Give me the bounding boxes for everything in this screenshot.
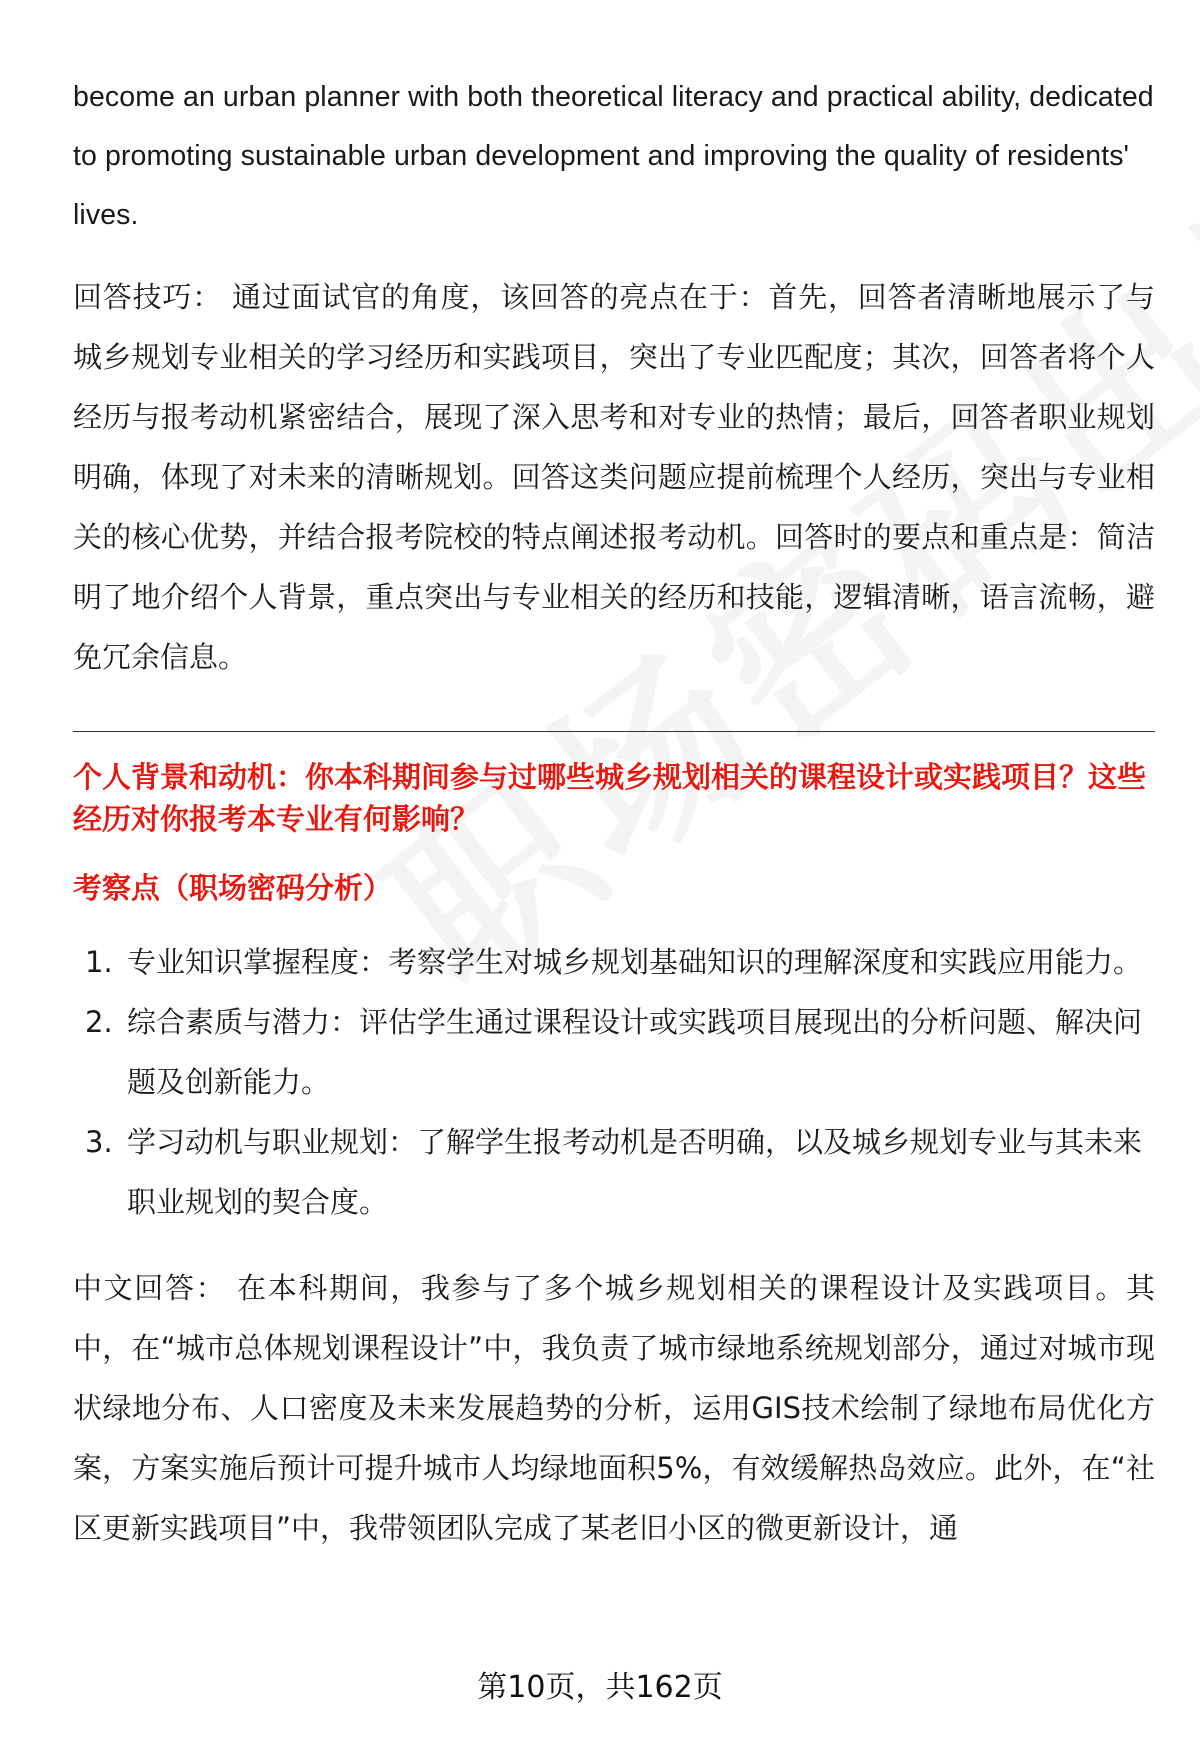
list-item-number: 2.: [85, 1005, 113, 1039]
section-divider: [73, 731, 1155, 732]
list-item-text: 专业知识掌握程度：考察学生对城乡规划基础知识的理解深度和实践应用能力。: [127, 945, 1143, 979]
list-item: [73, 992, 1155, 1112]
intro-paragraph-en: become an urban planner with both theoretical literacy and practical ability, dedicated to promoting sustainable urban development and improving the quality of residents' lives.: [73, 81, 1154, 231]
list-item: [73, 1112, 1155, 1232]
list-item-text: 学习动机与职业规划：了解学生报考动机是否明确，以及城乡规划专业与其未来职业规划的契合度。: [127, 1125, 1143, 1219]
list-item: [73, 932, 1155, 992]
question-heading: 个人背景和动机：你本科期间参与过哪些城乡规划相关的课程设计或实践项目？这些经历对你报考本专业有何影响？: [73, 760, 1147, 836]
document-page: [73, 68, 1155, 1558]
answer-tips-paragraph: 回答技巧： 通过面试官的角度，该回答的亮点在于：首先，回答者清晰地展示了与城乡规划专业相关的学习经历和实践项目，突出了专业匹配度；其次，回答者将个人经历与报考动机紧密结合，展现了深入思考和对专业的热情；最后，回答者职业规划明确，体现了对未来的清晰规划。回答这类问题应提前梳理个人经历，突出与专业相关的核心优势，并结合报考院校的特点阐述报考动机。回答时的要点和重点是：简洁明了地介绍个人背景，重点突出与专业相关的经历和技能，逻辑清晰，语言流畅，避免冗余信息。: [73, 280, 1155, 674]
chinese-answer-paragraph: 中文回答： 在本科期间，我参与了多个城乡规划相关的课程设计及实践项目。其中，在“城市总体规划课程设计”中，我负责了城市绿地系统规划部分，通过对城市现状绿地分布、人口密度及未来发展趋势的分析，运用GIS技术绘制了绿地布局优化方案，方案实施后预计可提升城市人均绿地面积5%，有效缓解热岛效应。此外，在“社区更新实践项目”中，我带领团队完成了某老旧小区的微更新设计，通: [73, 1271, 1155, 1545]
list-item-number: 1.: [85, 945, 113, 979]
page-number: 第10页，共162页: [477, 1670, 723, 1705]
list-item-number: 3.: [85, 1125, 113, 1159]
analysis-points-list: [73, 932, 1155, 1232]
analysis-title: 考察点（职场密码分析）: [73, 871, 393, 905]
list-item-text: 综合素质与潜力：评估学生通过课程设计或实践项目展现出的分析问题、解决问题及创新能力。: [127, 1005, 1143, 1099]
